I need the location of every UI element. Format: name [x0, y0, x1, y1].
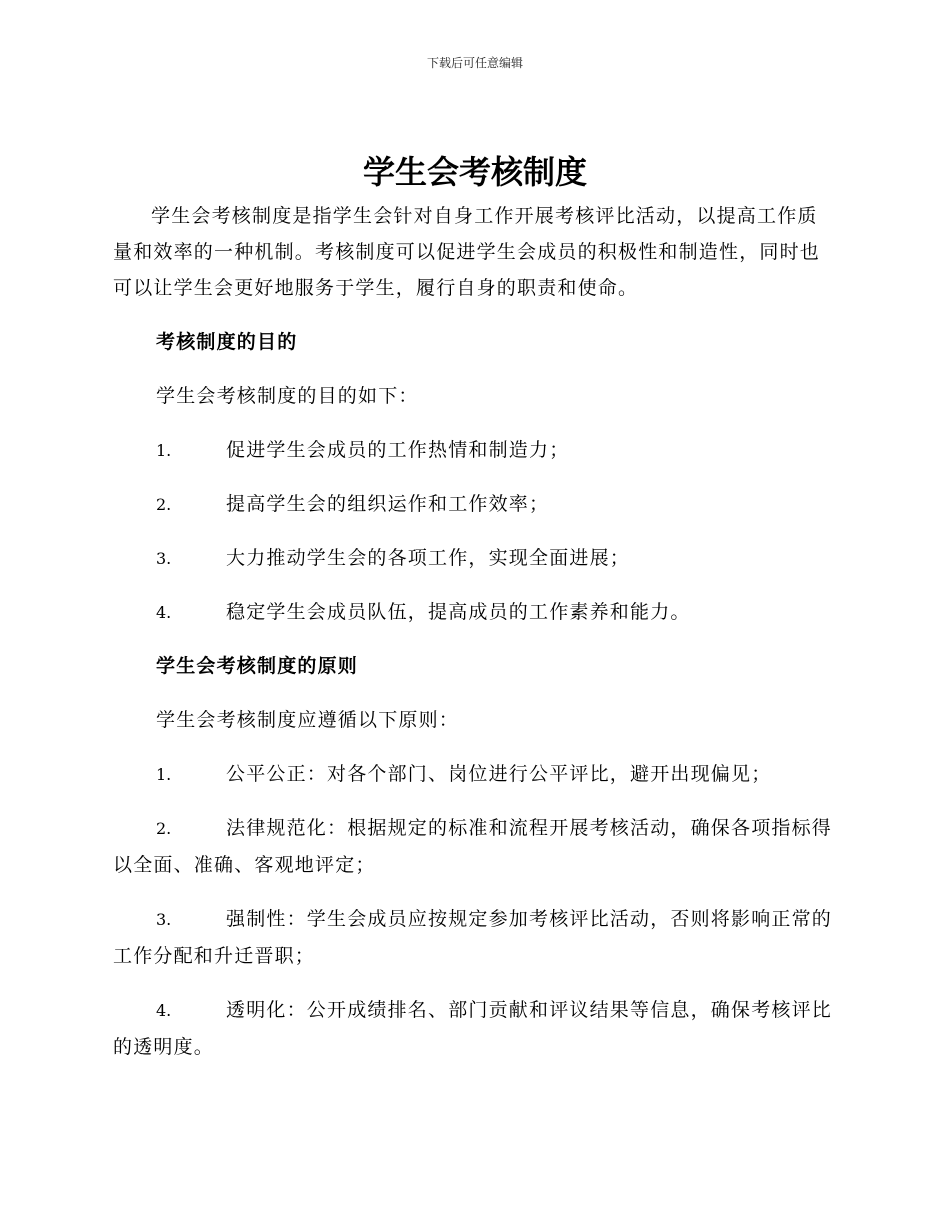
list-item-text: 提高学生会的组织运作和工作效率； [226, 493, 550, 515]
list-item-number: 4. [156, 603, 172, 622]
list-item [113, 992, 835, 1065]
list-item [113, 486, 835, 522]
list-item-text: 促进学生会成员的工作热情和制造力； [226, 439, 570, 461]
section-heading-purpose: 考核制度的目的 [156, 331, 298, 353]
intro-paragraph: 学生会考核制度是指学生会针对自身工作开展考核评比活动，以提高工作质量和效率的一种机制。考核制度可以促进学生会成员的积极性和制造性，同时也可以让学生会更好地服务于学生，履行自身的职责和使命。 [113, 205, 821, 299]
list-item-text: 稳定学生会成员队伍，提高成员的工作素养和能力。 [226, 601, 691, 623]
list-item-number: 2. [156, 495, 172, 514]
list-item-number: 3. [156, 549, 172, 568]
list-item-number: 3. [156, 910, 172, 929]
list-item-text: 公平公正：对各个部门、岗位进行公平评比，避开出现偏见； [226, 763, 772, 785]
document-body [113, 198, 835, 1083]
purpose-lead: 学生会考核制度的目的如下： [156, 385, 419, 407]
list-item-text: 法律规范化：根据规定的标准和流程开展考核活动，确保各项指标得以全面、准确、客观地评定； [113, 817, 833, 876]
list-item-text: 透明化：公开成绩排名、部门贡献和评议结果等信息，确保考核评比的透明度。 [113, 999, 833, 1058]
list-item-text: 大力推动学生会的各项工作，实现全面进展； [226, 547, 631, 569]
list-item-text: 强制性：学生会成员应按规定参加考核评比活动，否则将影响正常的工作分配和升迁晋职； [113, 908, 833, 967]
section-heading-principles: 学生会考核制度的原则 [156, 655, 359, 677]
list-item [113, 594, 835, 630]
list-item [113, 756, 835, 792]
list-item-number: 2. [156, 819, 172, 838]
principles-lead: 学生会考核制度应遵循以下原则： [156, 709, 460, 731]
list-item-number: 1. [156, 765, 172, 784]
list-item [113, 901, 835, 974]
document-title: 学生会考核制度 [362, 153, 587, 191]
page-header: 下载后可任意编辑 [426, 56, 523, 70]
list-item-number: 1. [156, 441, 172, 460]
list-item [113, 432, 835, 468]
list-item [113, 540, 835, 576]
list-item [113, 810, 835, 883]
list-item-number: 4. [156, 1001, 172, 1020]
